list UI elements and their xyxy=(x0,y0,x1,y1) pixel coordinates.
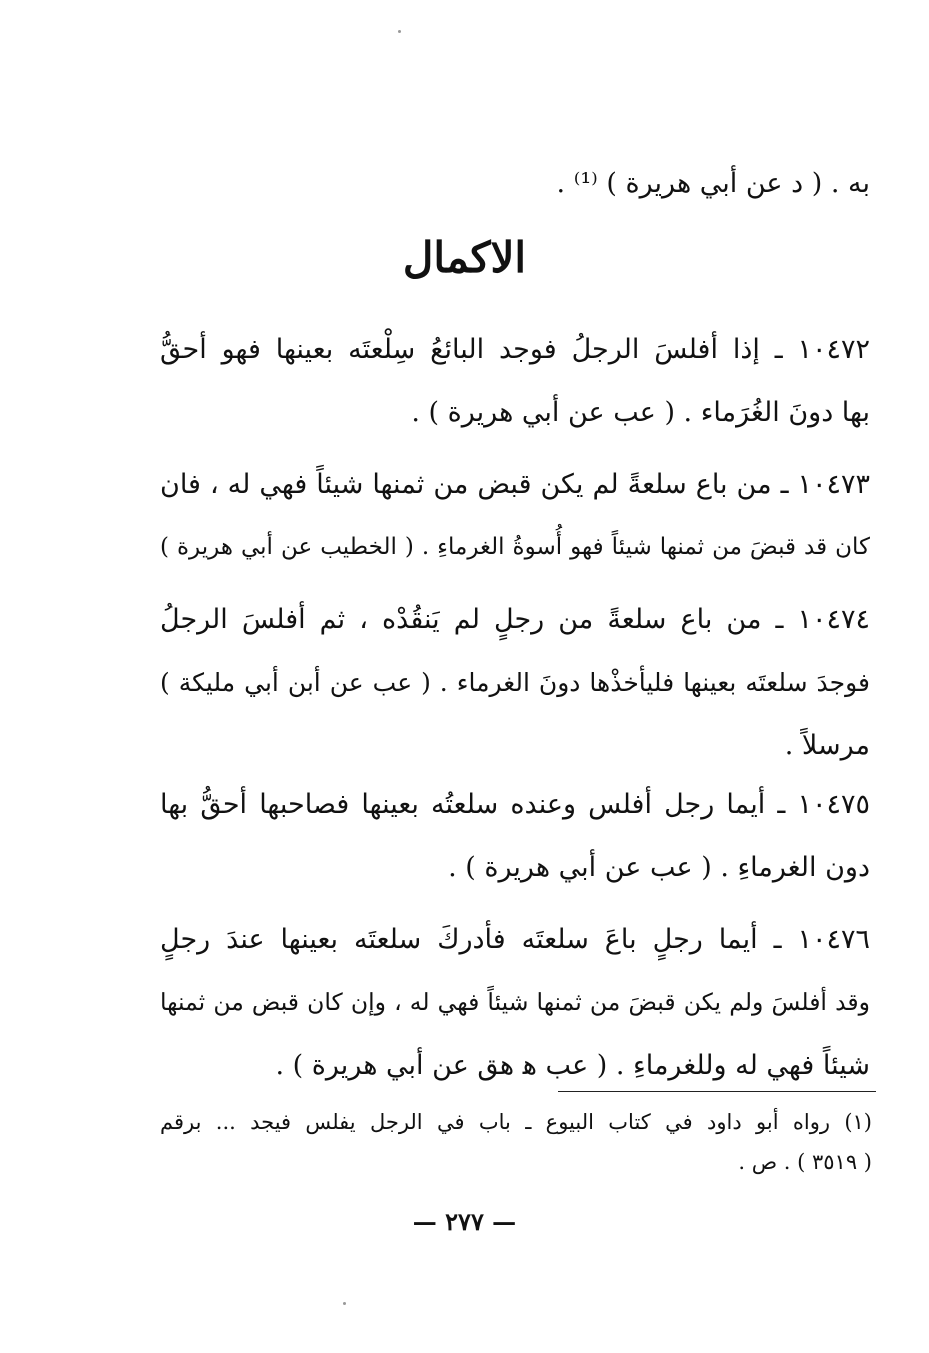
hadith-line: كان قد قبضَ من ثمنها شيئاً فهو أُسوةُ الغرماءِ . ( الخطيب عن أبي هريرة ) xyxy=(160,534,870,560)
scan-speck xyxy=(343,1302,346,1305)
hadith-line: دون الغرماءِ . ( عب عن أبي هريرة ) . xyxy=(448,852,870,883)
footnote-divider xyxy=(558,1091,876,1092)
hadith-10476 xyxy=(160,908,870,1097)
hadith-line: فوجدَ سلعتَه بعينها فليأخذْها دونَ الغرماء . ( عب عن أبن أبي مليكة ) xyxy=(160,668,870,697)
intro-line: به . ( د عن أبي هريرة ) ⁽¹⁾ . xyxy=(556,168,870,199)
footnote-line: (١) رواه أبو داود في كتاب البيوع ـ باب في الرجل يفلس فيجد ... برقم xyxy=(160,1110,872,1134)
hadith-line: بها دونَ الغُرَماء . ( عب عن أبي هريرة ) . xyxy=(411,397,870,428)
footnote-line: ( ٣٥١٩ ) . ص . xyxy=(738,1150,872,1174)
hadith-10473 xyxy=(160,453,870,579)
hadith-10472 xyxy=(160,318,870,444)
footnote xyxy=(160,1102,872,1182)
hadith-line: ١٠٤٧٦ ـ أيما رجلٍ باعَ سلعتَه فأدركَ سلعتَه بعينها عندَ رجلٍ xyxy=(160,924,870,955)
hadith-line: ١٠٤٧٢ ـ إذا أفلسَ الرجلُ فوجد البائعُ سِلْعتَه بعينها فهو أحقُّ xyxy=(160,334,870,365)
hadith-line: مرسلاً . xyxy=(784,730,870,761)
section-title: الاكمال xyxy=(402,233,527,282)
hadith-line: ١٠٤٧٤ ـ من باع سلعةً من رجلٍ لم يَنقُدْه ، ثم أفلسَ الرجلُ xyxy=(160,604,870,635)
scan-speck xyxy=(398,30,401,33)
hadith-line: وقد أفلسَ ولم يكن قبضَ من ثمنها شيئاً فهي له ، وإن كان قبض من ثمنها xyxy=(160,988,870,1016)
hadith-10474 xyxy=(160,588,870,777)
hadith-line: ١٠٤٧٣ ـ من باع سلعةً لم يكن قبض من ثمنها شيئاً فهي له ، فان xyxy=(160,469,870,500)
hadith-10475 xyxy=(160,773,870,899)
intro-paragraph xyxy=(160,152,870,215)
page-number: — ٢٧٧ — xyxy=(412,1207,517,1236)
hadith-line: شيئاً فهي له وللغرماءِ . ( عب ﻫ هق عن أبي هريرة ) . xyxy=(275,1050,870,1081)
hadith-line: ١٠٤٧٥ ـ أيما رجل أفلس وعنده سلعتُه بعينها فصاحبها أحقُّ بها xyxy=(160,789,870,820)
